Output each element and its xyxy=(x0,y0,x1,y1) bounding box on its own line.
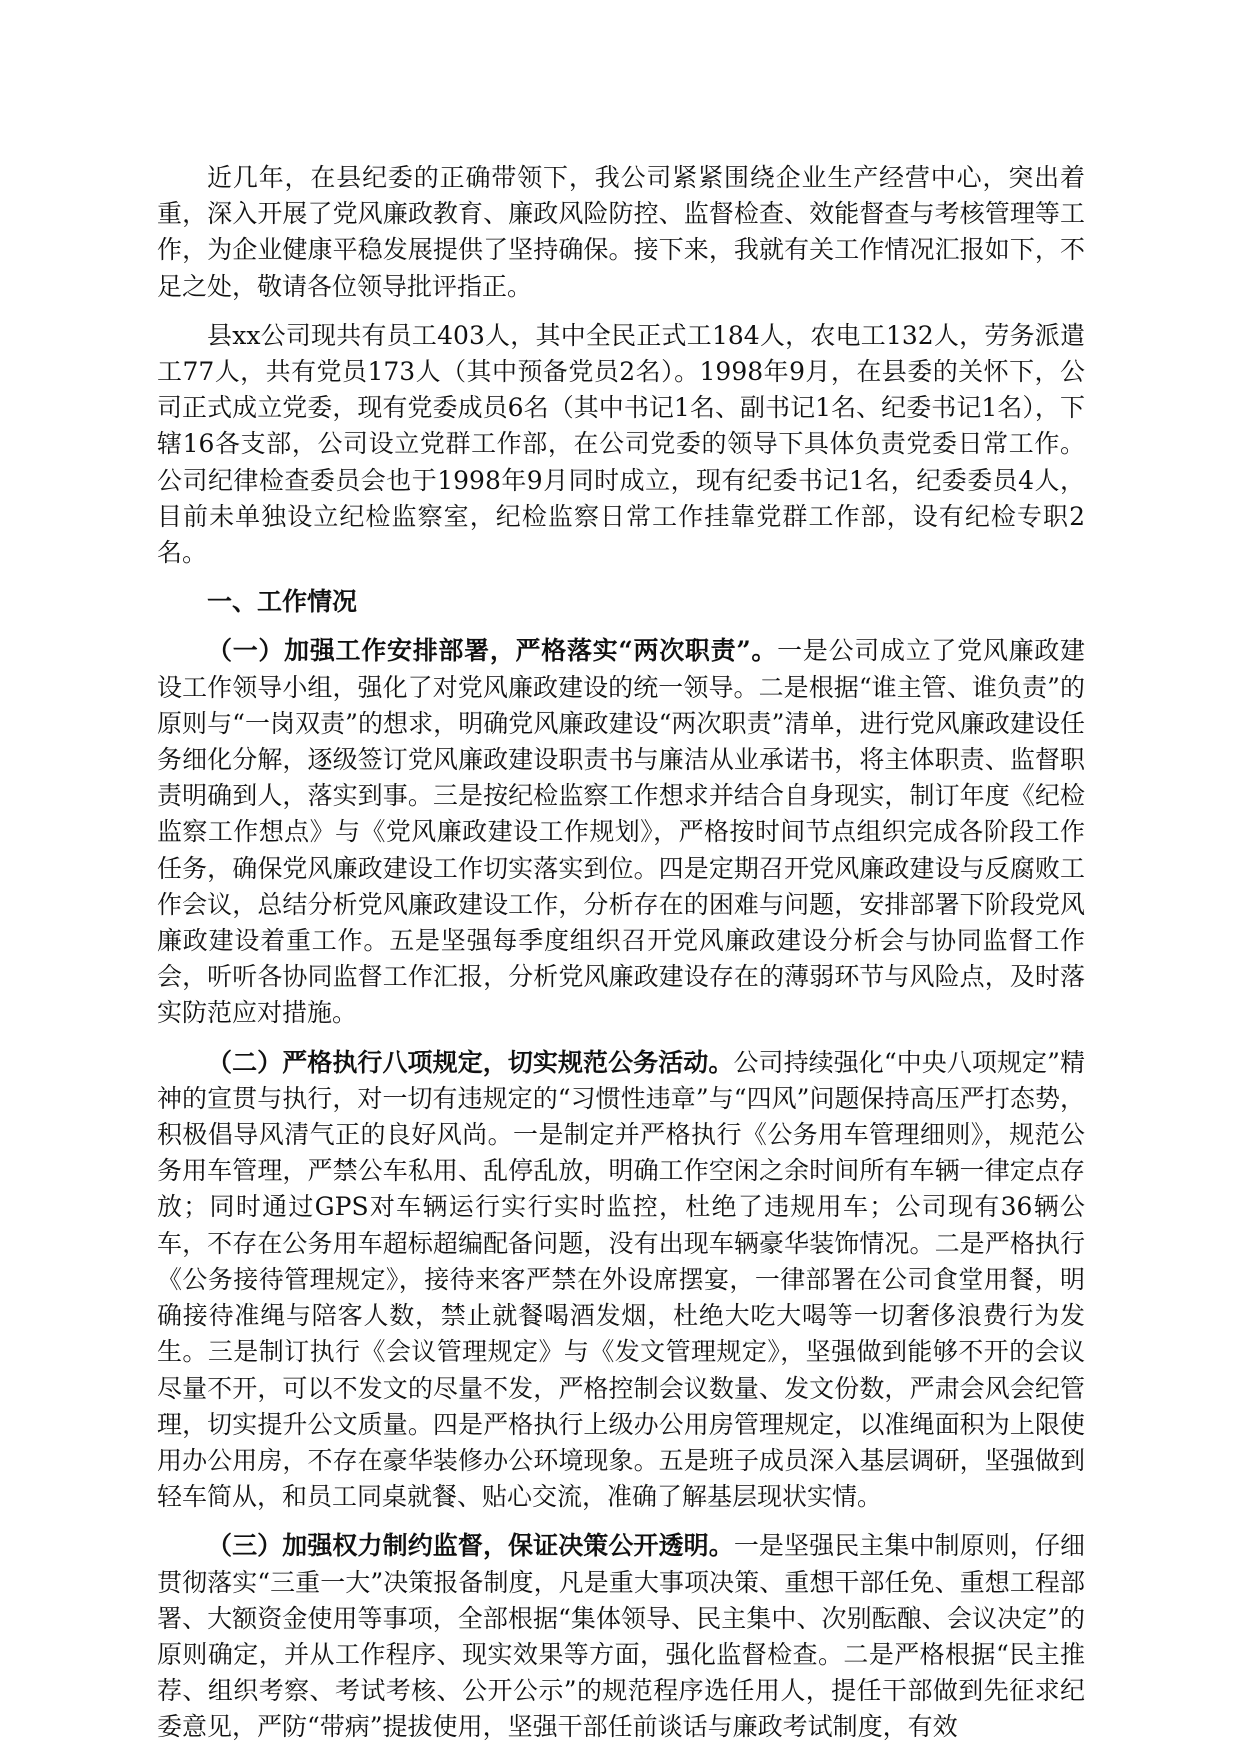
document-page xyxy=(157,160,1085,1759)
subsection-1-text: 一是公司成立了党风廉政建设工作领导小组，强化了对党风廉政建设的统一领导。二是根据“谁主管、谁负责”的原则与“一岗双责”的想求，明确党风廉政建设“两次职责”清单，进行党风廉政建设任务细化分解，逐级签订党风廉政建设职责书与廉洁从业承诺书，将主体职责、监督职责明确到人，落实到事。三是按纪检监察工作想求并结合自身现实，制订年度《纪检监察工作想点》与《党风廉政建设工作规划》，严格按时间节点组织完成各阶段工作任务，确保党风廉政建设工作切实落实到位。四是定期召开党风廉政建设与反腐败工作会议，总结分析党风廉政建设工作，分析存在的困难与问题，安排部署下阶段党风廉政建设着重工作。五是坚强每季度组织召开党风廉政建设分析会与协同监督工作会，听听各协同监督工作汇报，分析党风廉政建设存在的薄弱环节与风险点，及时落实防范应对措施。 xyxy=(157,636,1085,1028)
subsection-3-text: 一是坚强民主集中制原则，仔细贯彻落实“三重一大”决策报备制度，凡是重大事项决策、重想干部任免、重想工程部署、大额资金使用等事项，全部根据“集体领导、民主集中、次别酝酿、会议决定”的原则确定，并从工作程序、现实效果等方面，强化监督检查。二是严格根据“民主推荐、组织考察、考试考核、公开公示”的规范程序选任用人，提任干部做到先征求纪委意见，严防“带病”提拔使用，坚强干部任前谈话与廉政考试制度，有效 xyxy=(157,1531,1085,1742)
subsection-2 xyxy=(157,1045,1085,1516)
intro-paragraph: 近几年，在县纪委的正确带领下，我公司紧紧围绕企业生产经营中心，突出着重，深入开展了党风廉政教育、廉政风险防控、监督检查、效能督查与考核管理等工作，为企业健康平稳发展提供了坚持确保。接下来，我就有关工作情况汇报如下，不足之处，敬请各位领导批评指正。 xyxy=(157,163,1085,301)
subsection-2-text: 公司持续强化“中央八项规定”精神的宣贯与执行，对一切有违规定的“习惯性违章”与“四风”问题保持高压严打态势，积极倡导风清气正的良好风尚。一是制定并严格执行《公务用车管理细则》，规范公务用车管理，严禁公车私用、乱停乱放，明确工作空闲之余时间所有车辆一律定点存放；同时通过GPS对车辆运行实行实时监控，杜绝了违规用车；公司现有36辆公车，不存在公务用车超标超编配备问题，没有出现车辆豪华装饰情况。二是严格执行《公务接待管理规定》，接待来客严禁在外设席摆宴，一律部署在公司食堂用餐，明确接待准绳与陪客人数，禁止就餐喝酒发烟，杜绝大吃大喝等一切奢侈浪费行为发生。三是制订执行《会议管理规定》与《发文管理规定》，坚强做到能够不开的会议尽量不开，可以不发文的尽量不发，严格控制会议数量、发文份数，严肃会风会纪管理，切实提升公文质量。四是严格执行上级办公用房管理规定，以准绳面积为上限使用办公用房，不存在豪华装修办公环境现象。五是班子成员深入基层调研，坚强做到轻车简从，和员工同桌就餐、贴心交流，准确了解基层现状实情。 xyxy=(157,1047,1085,1512)
subsection-1 xyxy=(157,633,1085,1031)
subsection-3 xyxy=(157,1528,1085,1745)
subsection-3-lead: （三）加强权力制约监督，保证决策公开透明。 xyxy=(207,1531,734,1561)
company-overview-paragraph: 县xx公司现共有员工403人，其中全民正式工184人，农电工132人，劳务派遣工77人，共有党员173人（其中预备党员2名）。1998年9月，在县委的关怀下，公司正式成立党委，现有党委成员6名（其中书记1名、副书记1名、纪委书记1名），下辖16各支部，公司设立党群工作部，在公司党委的领导下具体负责党委日常工作。公司纪律检查委员会也于1998年9月同时成立，现有纪委书记1名，纪委委员4人，目前未单独设立纪检监察室，纪检监察日常工作挂靠党群工作部，设有纪检专职2名。 xyxy=(157,320,1085,568)
subsection-1-lead: （一）加强工作安排部署，严格落实“两次职责”。 xyxy=(207,636,778,666)
subsection-2-lead: （二）严格执行八项规定，切实规范公务活动。 xyxy=(207,1047,734,1077)
section-heading: 一、工作情况 xyxy=(207,587,358,617)
